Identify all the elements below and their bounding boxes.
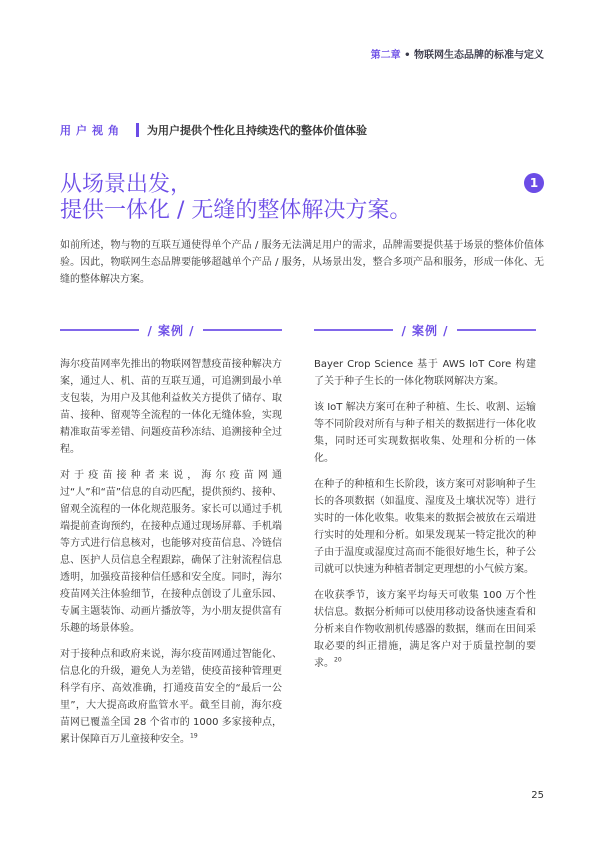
case-label: / 案例 / [401, 323, 449, 338]
chapter-separator: • [400, 50, 414, 61]
paragraph-text: 对于疫苗接种者来说，海尔疫苗网通过“人”和“苗”信息的自动匹配，提供预约、接种、留观全流程的一体化规范服务。家长可以通过手机端提前查询预约，在接种点通过现场屏幕、手机端等方式进行信息核对，也能够对疫苗信息、冷链信息、医护人员信息全程跟踪，确保了注射流程信息透明，加强疫苗接种信任感和安全度。同时，海尔疫苗网关注体验细节，在接种点创设了儿童乐园、专属主题装饰、动画片播放等，为小朋友提供富有乐趣的场景体验。 [60, 470, 282, 634]
left-case-column [60, 322, 282, 757]
perspective-title: 为用户提供个性化且持续迭代的整体价值体验 [147, 124, 367, 137]
case-paragraph [60, 646, 282, 748]
perspective-divider [136, 123, 139, 137]
case-header-line [60, 329, 139, 331]
paragraph-text: 对于接种点和政府来说，海尔疫苗网通过智能化、信息化的升级，避免人为差错，使疫苗接种管理更科学有序、高效准确，打通疫苗安全的“最后一公里”，大大提高政府监管水平。截至目前，海尔疫苗网已覆盖全国 28 个省市的 1000 多家接种点，累计保障百万儿童接种安全。 [60, 649, 282, 745]
case-header-line [457, 329, 536, 331]
case-paragraph [314, 476, 536, 578]
case-header-line [203, 329, 282, 331]
chapter-number: 第二章 [370, 50, 401, 61]
paragraph-text: 在收获季节，该方案平均每天可收集 100 万个性状信息。数据分析师可以使用移动设备快速查看和分析来自作物收割机传感器的数据，继而在田间采取必要的纠正措施，满足客户对于质量控制的要求。 [314, 590, 536, 669]
footnote-ref[interactable]: 20 [334, 656, 342, 664]
paragraph-text: 在种子的种植和生长阶段，该方案可对影响种子生长的各项数据（如温度、湿度及土壤状况等）进行实时的一体化收集。收集来的数据会被放在云端进行实时的处理和分析。如果发现某一特定批次的种子由于温度或湿度过高而不能很好地生长，种子公司就可以快速为种植者制定更理想的小气候方案。 [314, 479, 536, 575]
case-paragraph [314, 399, 536, 467]
right-case-header [314, 322, 536, 338]
perspective-bar [60, 122, 367, 138]
section-headline [60, 172, 411, 224]
case-paragraph [60, 356, 282, 458]
intro-paragraph: 如前所述，物与物的互联互通使得单个产品 / 服务无法满足用户的需求，品牌需要提供基于场景的整体价值体验。因此，物联网生态品牌要能够超越单个产品 / 服务，从场景出发，整合多项产品和服务，形成一体化、无缝的整体解决方案。 [60, 240, 544, 285]
paragraph-text: 该 IoT 解决方案可在种子种植、生长、收割、运输等不同阶段对所有与种子相关的数据进行一体化收集，同时还可实现数据收集、处理和分析的一体化。 [314, 402, 536, 464]
paragraph-text: 海尔疫苗网率先推出的物联网智慧疫苗接种解决方案，通过人、机、苗的互联互通，可追溯到最小单支包装，为用户及其他利益攸关方提供了储存、取苗、接种、留观等全流程的一体化无缝体验，实现精准取苗零差错、问题疫苗秒冻结、追溯接种全过程。 [60, 359, 282, 455]
case-header-line [314, 329, 393, 331]
chapter-header [371, 46, 544, 61]
perspective-tag: 用户视角 [60, 124, 124, 137]
case-paragraph [314, 587, 536, 672]
paragraph-text: Bayer Crop Science 基于 AWS IoT Core 构建了关于种子生长的一体化物联网解决方案。 [314, 359, 536, 387]
headline-line-2: 提供一体化 / 无缝的整体解决方案。 [60, 198, 412, 223]
case-paragraph [314, 356, 536, 390]
right-case-column [314, 322, 536, 681]
section-number-badge: 1 [524, 173, 544, 193]
case-label: / 案例 / [147, 323, 195, 338]
case-paragraph [60, 467, 282, 637]
chapter-title: 物联网生态品牌的标准与定义 [414, 50, 544, 61]
footnote-ref[interactable]: 19 [190, 732, 198, 740]
page-number: 25 [531, 790, 544, 801]
left-case-header [60, 322, 282, 338]
headline-line-1: 从场景出发， [60, 172, 193, 197]
